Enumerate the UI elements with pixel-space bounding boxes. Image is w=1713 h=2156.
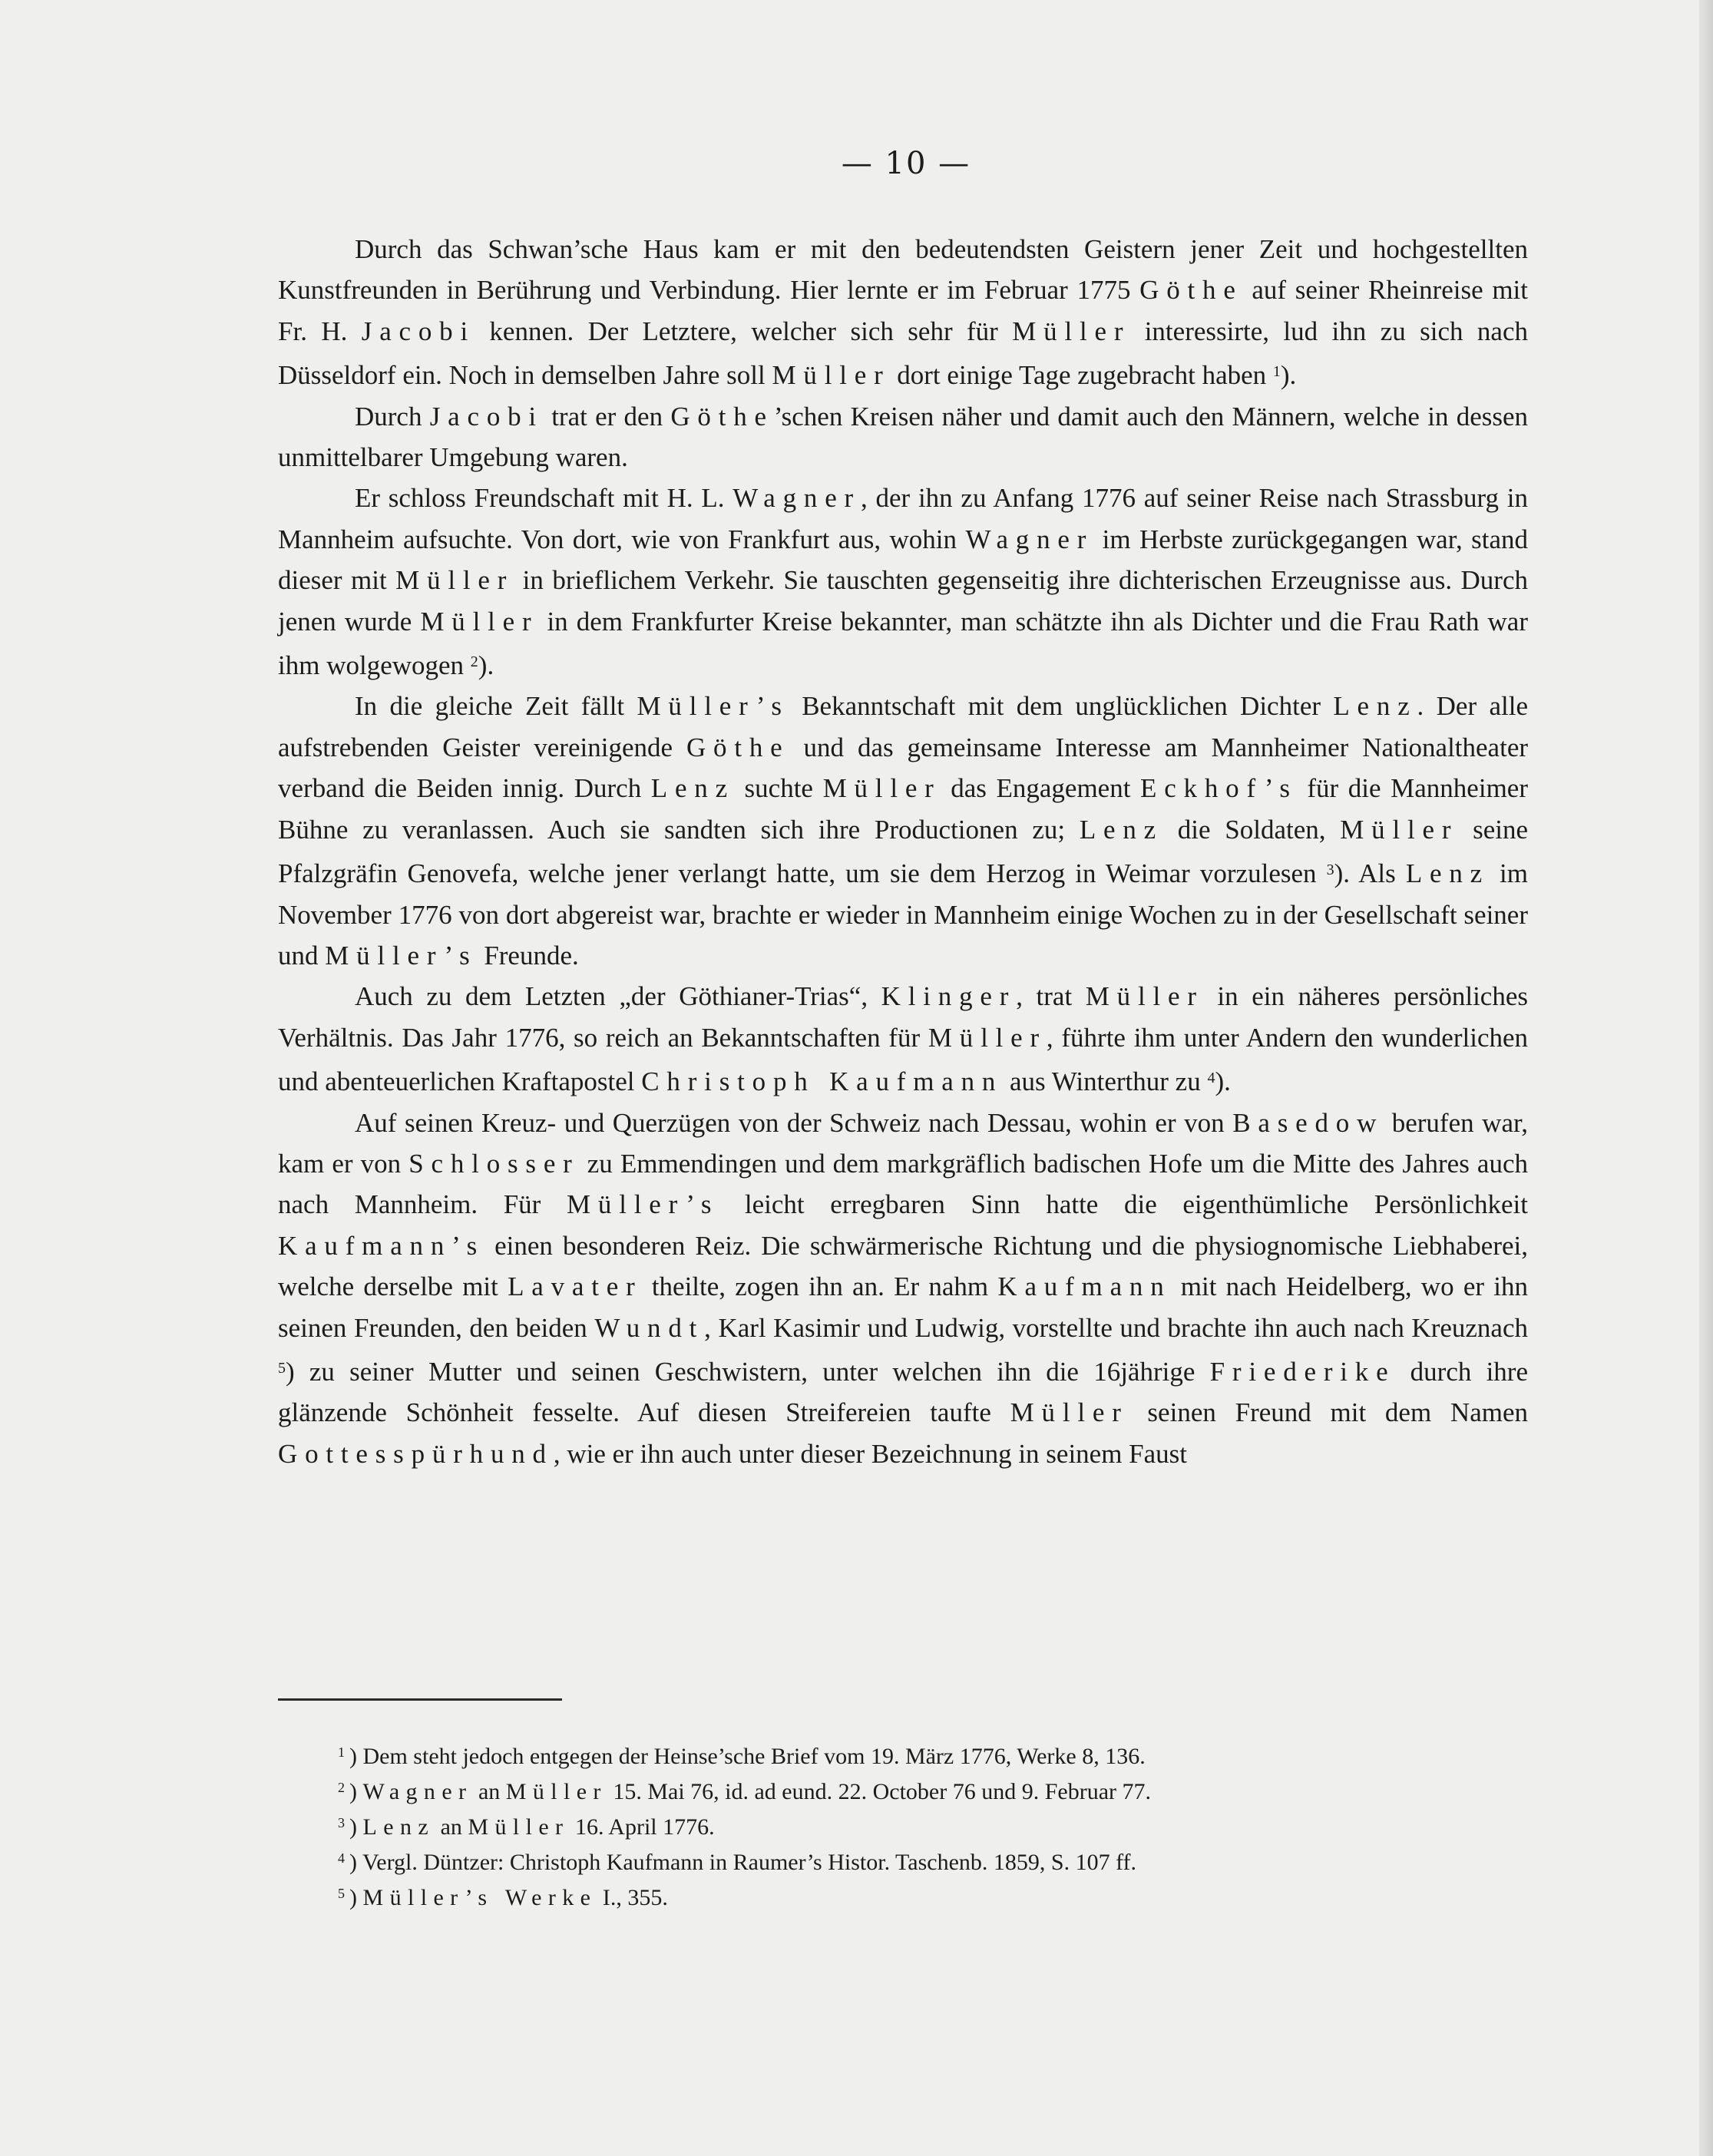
text-run: Freunde. bbox=[477, 940, 579, 971]
spaced-name: Gottesspürhund bbox=[278, 1438, 554, 1469]
spaced-name: Christoph Kaufmann bbox=[641, 1066, 1004, 1097]
text-run: ) bbox=[349, 1885, 363, 1910]
footnote-marker: 5 bbox=[278, 1359, 286, 1377]
text-run: an bbox=[472, 1779, 506, 1804]
paragraph bbox=[278, 976, 1528, 1102]
text-run: auf seiner Rheinreise mit Fr. H. bbox=[278, 275, 1528, 346]
text-run: ) zu seiner Mutter und seinen Geschwistern, unter welchen ihn die 16jährige bbox=[286, 1356, 1210, 1387]
text-run: aus Winterthur zu bbox=[1003, 1066, 1208, 1097]
text-run: in ein näheres persönliches Verhältnis. Das Jahr 1776, so reich an Bekanntschaften für bbox=[278, 981, 1528, 1053]
spaced-name: Müller bbox=[468, 1814, 570, 1840]
spaced-name: Kaufmann’s bbox=[278, 1230, 485, 1261]
spaced-name: Eckhof’s bbox=[1140, 773, 1298, 804]
text-run: ) Vergl. Düntzer: Christoph Kaufmann in Raumer’s Histor. Taschenb. 1859, S. 107 ff. bbox=[349, 1850, 1137, 1875]
spaced-name: Müller bbox=[1012, 316, 1131, 346]
text-run: . Der alle aufstrebenden Geister vereinigende bbox=[278, 691, 1528, 762]
text-run: Auf seinen Kreuz- und Querzügen von der Schweiz nach Dessau, wohin er von bbox=[355, 1107, 1233, 1138]
text-run: im Herbste zurückgegangen war, stand dieser mit bbox=[278, 524, 1528, 596]
text-run: durch ihre glänzende Schönheit fesselte. Auf diesen Streifereien taufte bbox=[278, 1356, 1528, 1428]
paragraph bbox=[278, 1103, 1528, 1475]
footnote-marker: 2 bbox=[338, 1780, 345, 1795]
text-run: ). bbox=[478, 650, 494, 681]
text-run: berufen war, kam er von bbox=[278, 1107, 1528, 1179]
text-run: mit nach Heidelberg, wo er ihn seinen Freunden, den beiden bbox=[278, 1271, 1528, 1343]
footnote bbox=[338, 1807, 1490, 1843]
text-run: , führte ihm unter Andern den wunderlichen und abenteuerlichen Kraftapostel bbox=[278, 1022, 1529, 1097]
spaced-name: Müller bbox=[928, 1022, 1047, 1053]
spaced-name: Lavater bbox=[508, 1271, 643, 1302]
spaced-name: Müller bbox=[395, 565, 514, 596]
spaced-name: Göthe bbox=[670, 401, 774, 432]
spaced-name: Müller bbox=[772, 360, 891, 391]
text-run: interessirte, lud ihn zu sich nach Düsseldorf ein. Noch in demselben Jahre soll bbox=[278, 316, 1529, 391]
footnote-marker: 3 bbox=[338, 1815, 345, 1830]
text-run: Er schloss Freundschaft mit H. L. bbox=[355, 483, 733, 514]
text-run: ) bbox=[349, 1779, 363, 1804]
spaced-name: Müller’s bbox=[325, 940, 478, 971]
spaced-name: Jacobi bbox=[429, 401, 544, 432]
text-run: , der ihn zu Anfang 1776 auf seiner Reise nach Strassburg in Mannheim aufsuchte. Von dort, wie von Frankfurt aus, wohin bbox=[278, 483, 1528, 554]
text-run: ) Dem steht jedoch entgegen der Heinse’sche Brief vom 19. März 1776, Werke 8, 136. bbox=[349, 1744, 1146, 1769]
text-run: trat er den bbox=[543, 401, 671, 432]
spaced-name: Lenz bbox=[1079, 814, 1163, 845]
spaced-name: Basedow bbox=[1232, 1107, 1384, 1138]
text-run: an bbox=[435, 1814, 468, 1840]
text-run: leicht erregbaren Sinn hatte die eigenthümliche Persönlichkeit bbox=[719, 1189, 1528, 1220]
text-run: die Soldaten, bbox=[1163, 814, 1341, 845]
spaced-name: Lenz bbox=[1333, 691, 1417, 722]
footnotes bbox=[338, 1737, 1490, 1913]
text-run: In die gleiche Zeit fällt bbox=[355, 691, 637, 722]
spaced-name: Göthe bbox=[686, 732, 790, 762]
main-text bbox=[278, 229, 1528, 1474]
footnote bbox=[338, 1878, 1490, 1913]
text-run: das Engagement bbox=[941, 773, 1141, 804]
spaced-name: Müller bbox=[420, 606, 539, 637]
spaced-name: Müller’s bbox=[566, 1189, 719, 1220]
spaced-name: Klinger bbox=[881, 981, 1017, 1012]
text-run: ). bbox=[1280, 360, 1297, 391]
footnote-marker: 4 bbox=[338, 1850, 345, 1866]
spaced-name: Kaufmann bbox=[997, 1271, 1172, 1302]
text-run: dort einige Tage zugebracht haben bbox=[890, 360, 1273, 391]
text-run: im November 1776 von dort abgereist war, brachte er wieder in Mannheim einige Wochen zu in der Gesellschaft seiner und bbox=[278, 858, 1528, 971]
text-run: Durch bbox=[355, 401, 430, 432]
spaced-name: Müller bbox=[505, 1779, 607, 1804]
spaced-name: Müller’s bbox=[637, 691, 789, 722]
footnote-marker: 3 bbox=[1326, 861, 1334, 879]
text-run: , wie er ihn auch unter dieser Bezeichnung in seinem Faust bbox=[553, 1438, 1188, 1469]
text-run: in dem Frankfurter Kreise bekannter, man schätzte ihn als Dichter und die Frau Rath war ihm wolgewogen bbox=[278, 606, 1528, 681]
paragraph bbox=[278, 396, 1528, 478]
text-run: und das gemeinsame Interesse am Mannheimer Nationaltheater verband die Beiden innig. Durch bbox=[278, 732, 1529, 804]
spaced-name: Schlosser bbox=[408, 1148, 580, 1179]
spaced-name: Göthe bbox=[1139, 275, 1243, 306]
text-run: theilte, zogen ihn an. Er nahm bbox=[642, 1271, 998, 1302]
text-run: in brieflichem Verkehr. Sie tauschten gegenseitig ihre dichterischen Erzeugnisse aus. Durch jenen wurde bbox=[278, 565, 1528, 637]
footnote-marker: 1 bbox=[338, 1744, 345, 1760]
spaced-name: Müller bbox=[1010, 1397, 1129, 1428]
text-run: 15. Mai 76, id. ad eund. 22. October 76 und 9. Februar 77. bbox=[607, 1779, 1152, 1804]
footnote bbox=[338, 1737, 1490, 1772]
text-run: , Karl Kasimir und Ludwig, vorstellte und brachte ihn auch nach Kreuznach bbox=[704, 1312, 1528, 1343]
footnote-divider bbox=[278, 1698, 562, 1701]
text-run: , trat bbox=[1016, 981, 1086, 1012]
text-run: I., 355. bbox=[597, 1885, 668, 1910]
spaced-name: Lenz bbox=[650, 773, 735, 804]
footnote bbox=[338, 1772, 1490, 1807]
spaced-name: Jacobi bbox=[361, 316, 476, 346]
text-run: seine Pfalzgräfin Genovefa, welche jener verlangt hatte, um sie dem Herzog in Weimar vorzulesen bbox=[278, 814, 1528, 889]
footnote bbox=[338, 1843, 1490, 1878]
text-run: ). Als bbox=[1334, 858, 1406, 889]
text-run: ). bbox=[1215, 1066, 1231, 1097]
text-run: 16. April 1776. bbox=[569, 1814, 715, 1840]
spaced-name: Müller bbox=[822, 773, 941, 804]
spaced-name: Wagner bbox=[732, 483, 861, 514]
footnote-marker: 4 bbox=[1207, 1070, 1215, 1087]
spaced-name: Lenz bbox=[1405, 858, 1490, 889]
spaced-name: Müller bbox=[1340, 814, 1459, 845]
text-run: ) bbox=[349, 1814, 363, 1840]
page-edge-shadow bbox=[1699, 0, 1713, 2156]
text-run: für die Mannheimer Bühne zu veranlassen. Auch sie sandten sich ihre Productionen zu; bbox=[278, 773, 1528, 845]
spaced-name: Wagner bbox=[362, 1779, 473, 1804]
spaced-name: Wundt bbox=[594, 1312, 705, 1343]
spaced-name: Müller’s Werke bbox=[362, 1885, 597, 1910]
text-run: zu Emmendingen und dem markgräflich badischen Hofe um die Mitte des Jahres auch nach Mannheim. Für bbox=[278, 1148, 1529, 1220]
footnote-marker: 5 bbox=[338, 1886, 345, 1901]
text-run: Bekanntschaft mit dem unglücklichen Dichter bbox=[789, 691, 1334, 722]
text-run: seinen Freund mit dem Namen bbox=[1128, 1397, 1529, 1428]
text-run: kennen. Der Letztere, welcher sich sehr für bbox=[475, 316, 1013, 346]
spaced-name: Wagner bbox=[965, 524, 1094, 554]
paragraph bbox=[278, 686, 1528, 976]
spaced-name: Müller bbox=[1085, 981, 1204, 1012]
footnote-marker: 2 bbox=[470, 653, 478, 671]
paragraph bbox=[278, 229, 1528, 396]
text-run: Durch das Schwan’sche Haus kam er mit den bedeutendsten Geistern jener Zeit und hochgestellten Kunstfreunden in Berührung und Verbindung. Hier lernte er im Februar 1775 bbox=[278, 234, 1528, 306]
paragraph bbox=[278, 478, 1528, 686]
text-run: Auch zu dem Letzten „der Göthianer-Trias“, bbox=[355, 981, 881, 1012]
page-number: — 10 — bbox=[841, 146, 971, 181]
text-run: ’schen Kreisen näher und damit auch den Männern, welche in dessen unmittelbarer Umgebung waren. bbox=[278, 401, 1529, 473]
text-run: einen besonderen Reiz. Die schwärmerische Richtung und die physiognomische Liebhaberei, welche derselbe mit bbox=[278, 1230, 1528, 1302]
spaced-name: Lenz bbox=[362, 1814, 435, 1840]
spaced-name: Friederike bbox=[1209, 1356, 1396, 1387]
footnote-marker: 1 bbox=[1272, 363, 1281, 381]
text-run: suchte bbox=[734, 773, 823, 804]
